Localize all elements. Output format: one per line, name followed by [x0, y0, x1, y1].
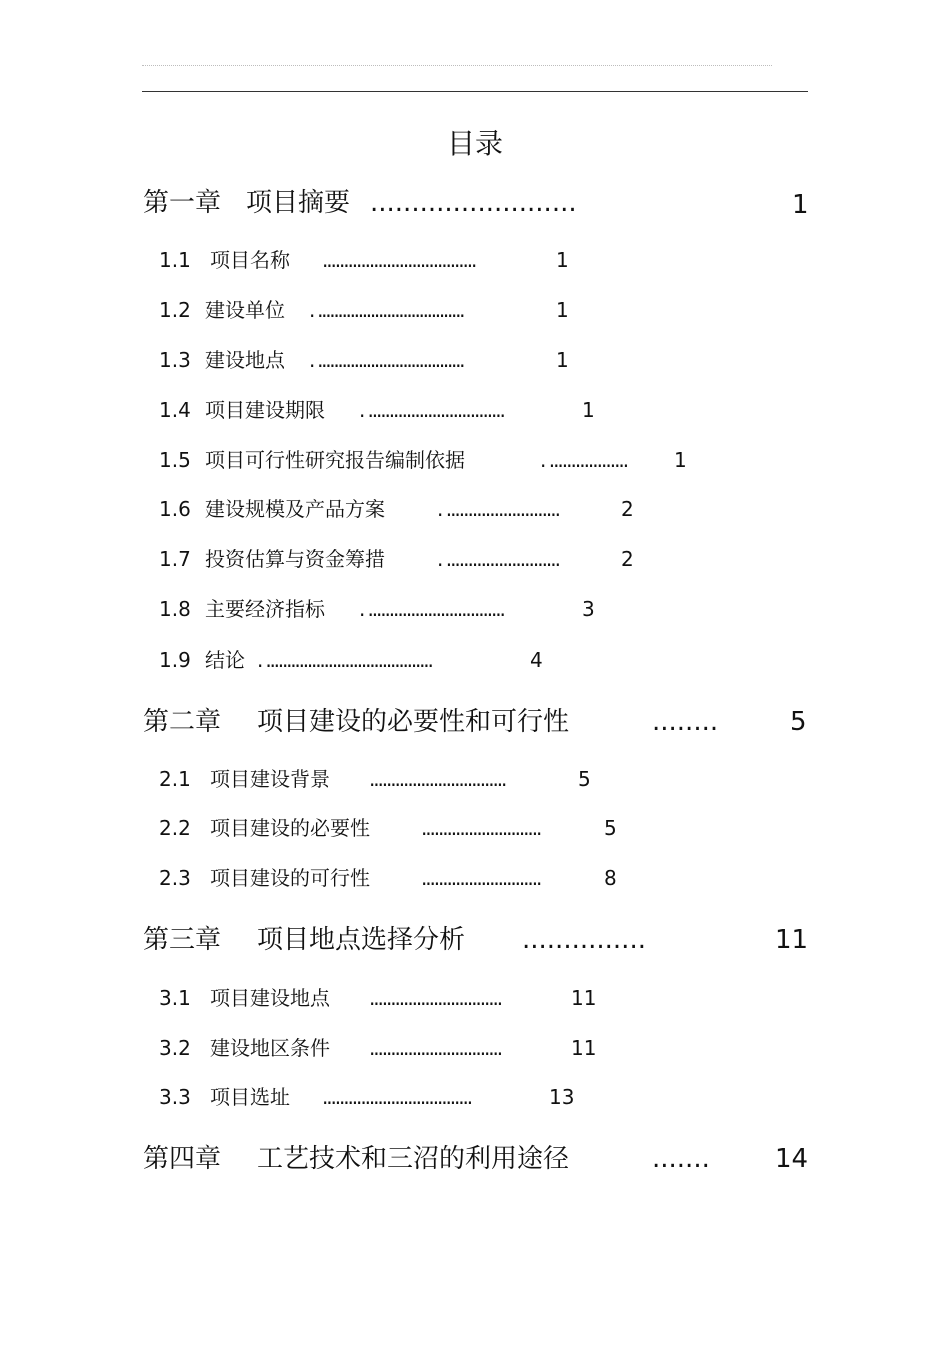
section-title: 项目建设背景	[210, 767, 330, 791]
section-page-number: 1	[582, 398, 595, 422]
section-number: 1.1	[159, 248, 191, 272]
chapter-title: 项目摘要	[246, 188, 351, 218]
section-page-number: 3	[582, 597, 595, 621]
chapter-title: 项目建设的必要性和可行性	[257, 707, 570, 737]
section-leader: . ....................................	[309, 348, 464, 372]
toc-section-2-3[interactable]	[0, 863, 950, 893]
section-title: 投资估算与资金筹措	[205, 547, 385, 571]
section-page-number: 2	[621, 497, 634, 521]
chapter-leader: .......	[652, 1144, 710, 1174]
section-title: 项目建设的必要性	[210, 816, 370, 840]
section-page-number: 1	[556, 348, 569, 372]
section-leader: ...............................	[369, 1036, 501, 1060]
toc-section-1-1[interactable]	[0, 245, 950, 275]
section-page-number: 2	[621, 547, 634, 571]
section-leader: . ........................................	[257, 648, 432, 672]
section-page-number: 1	[674, 448, 687, 472]
section-title: 项目建设地点	[210, 986, 330, 1010]
toc-section-1-3[interactable]	[0, 345, 950, 375]
chapter-leader: ........	[652, 707, 719, 737]
section-page-number: 11	[571, 986, 597, 1010]
section-number: 1.3	[159, 348, 191, 372]
section-number: 1.4	[159, 398, 191, 422]
chapter-number: 第四章	[143, 1144, 222, 1174]
chapter-leader: .........................	[370, 188, 577, 218]
chapter-page-number: 11	[775, 925, 809, 955]
toc-section-1-4[interactable]	[0, 395, 950, 425]
toc-section-1-9[interactable]	[0, 645, 950, 675]
toc-section-2-1[interactable]	[0, 764, 950, 794]
chapter-number: 第二章	[143, 707, 222, 737]
chapter-title: 项目地点选择分析	[257, 925, 466, 955]
section-leader: ....................................	[322, 248, 476, 272]
section-leader: ...............................	[369, 986, 501, 1010]
section-leader: ............................	[421, 816, 541, 840]
section-page-number: 13	[549, 1085, 575, 1109]
section-page-number: 4	[530, 648, 543, 672]
toc-section-3-2[interactable]	[0, 1033, 950, 1063]
toc-chapter-4[interactable]	[0, 1139, 950, 1179]
section-page-number: 5	[604, 816, 617, 840]
section-leader: . ................................	[359, 398, 504, 422]
section-title: 项目建设期限	[205, 398, 325, 422]
chapter-page-number: 5	[790, 707, 807, 737]
section-title: 建设规模及产品方案	[205, 497, 385, 521]
toc-section-1-6[interactable]	[0, 494, 950, 524]
section-number: 3.1	[159, 986, 191, 1010]
section-number: 2.2	[159, 816, 191, 840]
section-number: 1.8	[159, 597, 191, 621]
section-page-number: 1	[556, 248, 569, 272]
section-page-number: 5	[578, 767, 591, 791]
toc-section-2-2[interactable]	[0, 813, 950, 843]
toc-chapter-1[interactable]	[0, 183, 950, 223]
section-title: 建设地点	[205, 348, 285, 372]
section-number: 2.1	[159, 767, 191, 791]
section-number: 1.9	[159, 648, 191, 672]
section-title: 主要经济指标	[205, 597, 325, 621]
section-title: 建设单位	[205, 298, 285, 322]
section-leader: ...................................	[322, 1085, 472, 1109]
toc-section-3-1[interactable]	[0, 983, 950, 1013]
toc-title: 目录	[446, 127, 503, 160]
section-leader: . ..................	[540, 448, 628, 472]
chapter-number: 第三章	[143, 925, 222, 955]
chapter-title: 工艺技术和三沼的利用途径	[257, 1144, 570, 1174]
section-leader: . ................................	[359, 597, 504, 621]
section-leader: ............................	[421, 866, 541, 890]
header-rule	[142, 91, 808, 92]
header-dotted-line	[142, 65, 772, 66]
section-title: 项目建设的可行性	[210, 866, 370, 890]
section-number: 3.3	[159, 1085, 191, 1109]
section-title: 项目名称	[210, 248, 290, 272]
section-title: 结论	[205, 648, 245, 672]
chapter-page-number: 14	[775, 1144, 809, 1174]
toc-section-3-3[interactable]	[0, 1082, 950, 1112]
section-title: 项目可行性研究报告编制依据	[205, 448, 465, 472]
section-leader: . ....................................	[309, 298, 464, 322]
section-title: 项目选址	[210, 1085, 290, 1109]
section-number: 3.2	[159, 1036, 191, 1060]
section-page-number: 8	[604, 866, 617, 890]
section-title: 建设地区条件	[210, 1036, 330, 1060]
toc-chapter-2[interactable]	[0, 702, 950, 742]
toc-chapter-3[interactable]	[0, 920, 950, 960]
chapter-number: 第一章	[143, 188, 222, 218]
section-number: 1.5	[159, 448, 191, 472]
section-page-number: 11	[571, 1036, 597, 1060]
toc-section-1-2[interactable]	[0, 295, 950, 325]
section-leader: . ..........................	[437, 547, 560, 571]
toc-section-1-5[interactable]	[0, 445, 950, 475]
section-number: 1.6	[159, 497, 191, 521]
section-number: 1.7	[159, 547, 191, 571]
toc-section-1-8[interactable]	[0, 594, 950, 624]
chapter-leader: ...............	[522, 925, 646, 955]
chapter-page-number: 1	[792, 190, 809, 220]
section-leader: . ..........................	[437, 497, 560, 521]
section-page-number: 1	[556, 298, 569, 322]
section-number: 1.2	[159, 298, 191, 322]
section-leader: ................................	[369, 767, 506, 791]
toc-section-1-7[interactable]	[0, 544, 950, 574]
section-number: 2.3	[159, 866, 191, 890]
